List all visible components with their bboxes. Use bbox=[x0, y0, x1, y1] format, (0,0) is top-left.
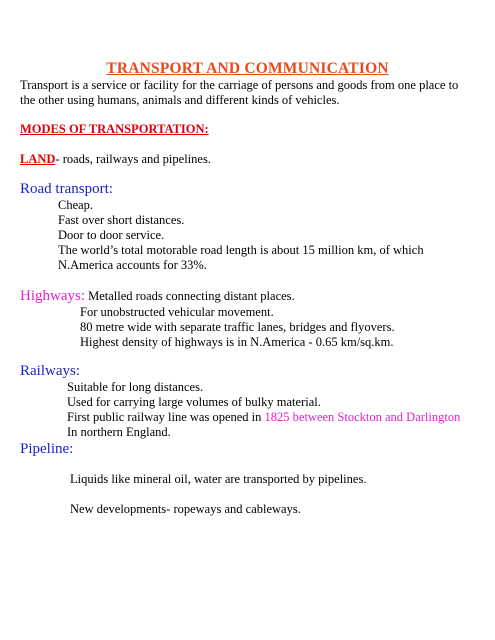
intro-line-2: the other using humans, animals and different kinds of vehicles. bbox=[20, 93, 340, 107]
page-title: TRANSPORT AND COMMUNICATION bbox=[106, 60, 389, 77]
road-line-1: Cheap. bbox=[58, 198, 94, 212]
pipeline-heading: Pipeline: bbox=[20, 441, 74, 457]
intro-line-1: Transport is a service or facility for the carriage of persons and goods from one place to bbox=[20, 78, 459, 92]
highways-heading: Highways: bbox=[20, 288, 85, 304]
road-line-5: N.America accounts for 33%. bbox=[58, 258, 207, 272]
land-line bbox=[20, 152, 211, 167]
highways-line-4: Highest density of highways is in N.America - 0.65 km/sq.km. bbox=[80, 335, 394, 349]
land-rest: - roads, railways and pipelines. bbox=[55, 152, 211, 166]
railways-highlight: 1825 between Stockton and Darlington bbox=[264, 410, 461, 424]
railways-line-3 bbox=[67, 410, 460, 425]
highways-line-3: 80 metre wide with separate traffic lanes, bridges and flyovers. bbox=[80, 320, 395, 334]
railways-heading: Railways: bbox=[20, 363, 80, 379]
road-line-2: Fast over short distances. bbox=[58, 213, 185, 227]
railways-first-plain: First public railway line was opened in bbox=[67, 410, 265, 424]
railways-line-2: Used for carrying large volumes of bulky material. bbox=[67, 395, 321, 409]
railways-line-1: Suitable for long distances. bbox=[67, 380, 204, 394]
pipeline-line: Liquids like mineral oil, water are transported by pipelines. bbox=[70, 472, 367, 486]
railways-line-4: In northern England. bbox=[67, 425, 171, 439]
new-developments-line: New developments- ropeways and cableways. bbox=[70, 502, 301, 516]
highways-line bbox=[20, 288, 295, 305]
road-line-3: Door to door service. bbox=[58, 228, 165, 242]
land-label: LAND bbox=[20, 152, 56, 166]
road-line-4: The world’s total motorable road length is about 15 million km, of which bbox=[58, 243, 424, 257]
modes-heading: MODES OF TRANSPORTATION: bbox=[20, 122, 209, 136]
highways-first: Metalled roads connecting distant places. bbox=[85, 289, 295, 303]
road-heading: Road transport: bbox=[20, 181, 113, 197]
highways-line-2: For unobstructed vehicular movement. bbox=[80, 305, 274, 319]
